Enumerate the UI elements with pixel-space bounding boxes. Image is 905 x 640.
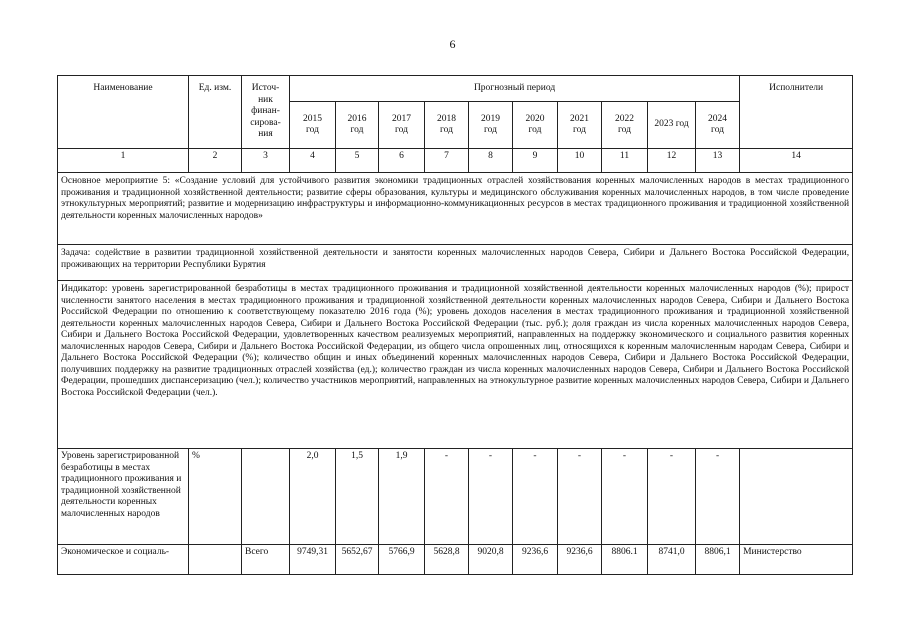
row-value: 9236,6: [558, 545, 602, 575]
row-value: 8806,1: [696, 545, 740, 575]
row-value: 5652,67: [336, 545, 379, 575]
page-number: 6: [449, 37, 456, 51]
column-number: 6: [379, 149, 425, 173]
row-value: 1,9: [379, 449, 425, 545]
header-year: 2018 год: [425, 102, 469, 149]
row-value: 5628,8: [425, 545, 469, 575]
row-value: 9236,6: [513, 545, 558, 575]
header-year: 2024 год: [696, 102, 740, 149]
row-name: Экономическое и социаль-: [58, 545, 189, 575]
row-value: -: [425, 449, 469, 545]
header-year: 2017 год: [379, 102, 425, 149]
forecast-table: [57, 75, 853, 575]
header-name: Наименование: [58, 76, 189, 149]
header-year: 2020 год: [513, 102, 558, 149]
header-source: Источ- ник финан- сирова- ния: [242, 76, 290, 149]
header-year: 2015 год: [290, 102, 336, 149]
header-year: 2021 год: [558, 102, 602, 149]
header-year: 2019 год: [469, 102, 513, 149]
row-source: Всего: [242, 545, 290, 575]
indicator-text: Индикатор: уровень зарегистрированной безработицы в местах традиционного проживания и традиционной хозяйственной деятельности коренных малочисленных народов (%); прирост численности занятого населения в местах традиционного проживания и традиционной хозяйственной деятельности коренных малочисленных народов Севера, Сибири и Дальнего Востока Российской Федерации по отношению к соответствующему показателю 2016 года (%); уровень доходов населения в местах традиционного проживания и традиционной хозяйственной деятельности коренных малочисленных народов Севера, Сибири и Дальнего Востока Российской Федерации (тыс. руб.); доля граждан из числа коренных малочисленных народов Севера, Сибири и Дальнего Востока Российской Федерации, удовлетворенных качеством реализуемых мероприятий, направленных на поддержку экономического и социального развития коренных малочисленных народов Севера, Сибири и Дальнего Востока Российской Федерации, из общего числа опрошенных лиц, относящихся к коренным малочисленным народам Севера, Сибири и Дальнего Востока Российской Федерации (%); количество общин и иных объединений коренных малочисленных народов Севера, Сибири и Дальнего Востока Российской Федерации, получивших поддержку на развитие традиционных отраслей хозяйства (ед.); количество граждан из числа коренных малочисленных народов Севера, Сибири и Дальнего Востока Российской Федерации, прошедших диспансеризацию (чел.); количество участников мероприятий, направленных на этнокультурное развитие коренных малочисленных народов Севера, Сибири и Дальнего Востока Российской Федерации (чел.).: [58, 281, 853, 449]
header-year: 2022 год: [602, 102, 648, 149]
row-value: 9020,8: [469, 545, 513, 575]
row-value: 2,0: [290, 449, 336, 545]
row-value: 8741,0: [648, 545, 696, 575]
column-number: 2: [189, 149, 242, 173]
row-value: -: [602, 449, 648, 545]
row-value: -: [469, 449, 513, 545]
row-value: -: [558, 449, 602, 545]
row-executor: Министерство: [740, 545, 853, 575]
column-number: 4: [290, 149, 336, 173]
row-unit: [189, 545, 242, 575]
column-number: 1: [58, 149, 189, 173]
header-year: 2023 год: [648, 102, 696, 149]
row-value: -: [696, 449, 740, 545]
header-executors: Исполнители: [740, 76, 853, 149]
header-forecast-period: Прогнозный период: [290, 76, 740, 102]
row-value: -: [513, 449, 558, 545]
row-source: [242, 449, 290, 545]
row-name: Уровень зарегистрированной безработицы в местах традиционного проживания и традиционной хозяйственной деятельности коренных малочисленных народов: [58, 449, 189, 545]
column-number: 12: [648, 149, 696, 173]
main-activity-text: Основное мероприятие 5: «Создание условий для устойчивого развития экономики традиционных отраслей хозяйствования коренных малочисленных народов в местах традиционного проживания и традиционной хозяйственной деятельности; развитие сферы образования, культуры и медицинского обслуживания коренных малочисленных народов, в том числе проведение этнокультурных мероприятий; развитие и модернизацию инфраструктуры и информационно-коммуникационных ресурсов в местах традиционного проживания и традиционной хозяйственной деятельности коренных малочисленных народов»: [58, 173, 853, 245]
column-number: 8: [469, 149, 513, 173]
row-value: 9749,31: [290, 545, 336, 575]
header-unit: Ед. изм.: [189, 76, 242, 149]
row-value: 8806.1: [602, 545, 648, 575]
row-unit: %: [189, 449, 242, 545]
column-number: 13: [696, 149, 740, 173]
column-number: 10: [558, 149, 602, 173]
column-number: 3: [242, 149, 290, 173]
row-value: -: [648, 449, 696, 545]
row-value: 1,5: [336, 449, 379, 545]
column-number: 11: [602, 149, 648, 173]
column-number: 7: [425, 149, 469, 173]
task-text: Задача: содействие в развитии традиционной хозяйственной деятельности и занятости коренных малочисленных народов Севера, Сибири и Дальнего Востока Российской Федерации, проживающих на территории Республики Бурятия: [58, 245, 853, 281]
row-executor: [740, 449, 853, 545]
column-number: 9: [513, 149, 558, 173]
column-number: 5: [336, 149, 379, 173]
header-year: 2016 год: [336, 102, 379, 149]
row-value: 5766,9: [379, 545, 425, 575]
column-number: 14: [740, 149, 853, 173]
